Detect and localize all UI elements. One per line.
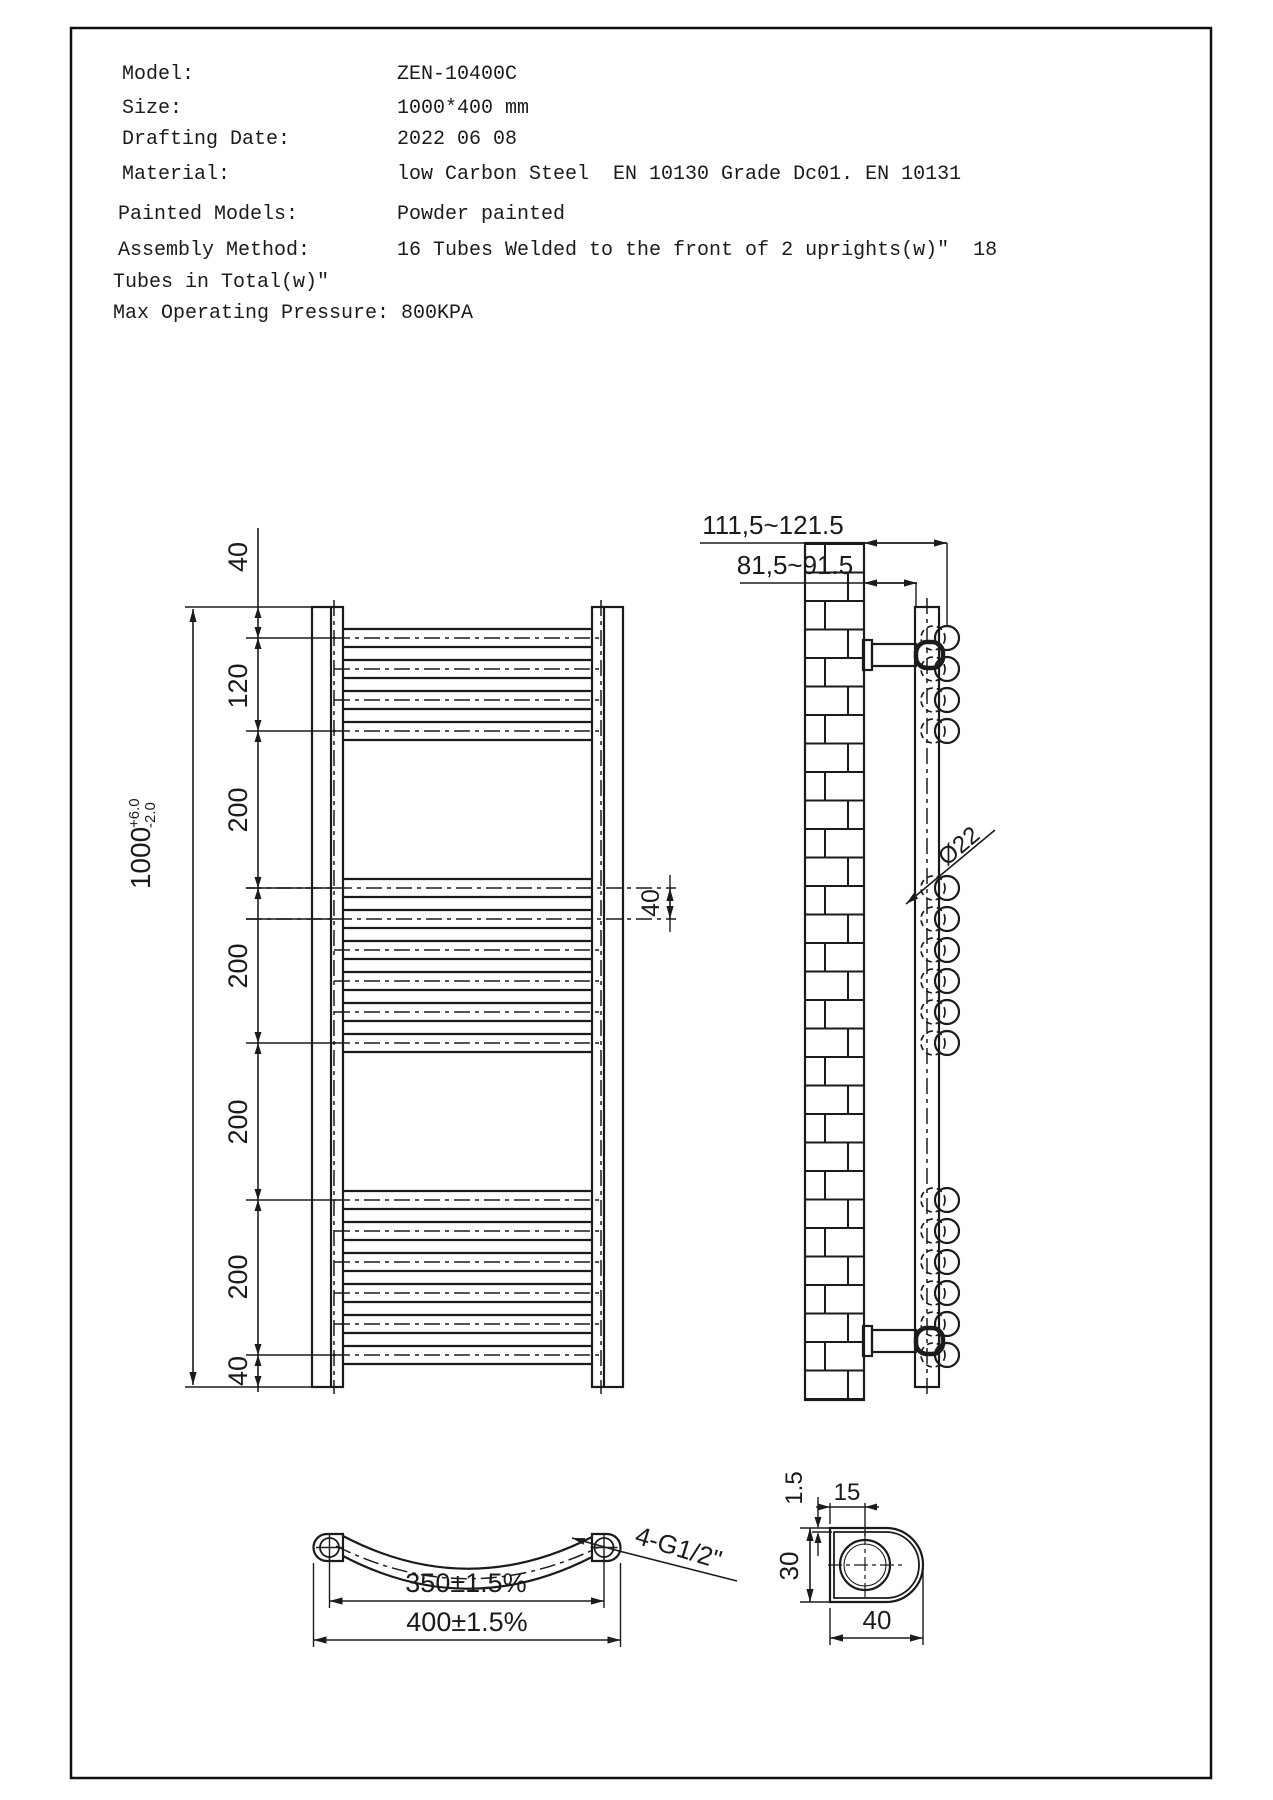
dim-overall-width: 400±1.5% bbox=[406, 1607, 528, 1637]
depth-extension-lines bbox=[800, 1528, 830, 1602]
dim-thread-size: 4-G1/2" bbox=[631, 1520, 726, 1575]
tube-centerlines-group-1 bbox=[334, 638, 601, 731]
dim-group3-span: 200 bbox=[223, 1254, 253, 1300]
profile-detail-view bbox=[774, 1471, 923, 1645]
dim-wall-to-bracket: 81,5~91.5 bbox=[736, 550, 854, 580]
dim-hole-offset: 15 bbox=[833, 1479, 861, 1506]
dim-wall-to-tube-face: 111,5~121.5 bbox=[702, 510, 844, 540]
date-label: Drafting Date: bbox=[122, 128, 291, 151]
top-wall-bracket bbox=[863, 640, 943, 670]
dim-profile-width: 40 bbox=[862, 1605, 892, 1635]
assembly-label: Assembly Method: bbox=[118, 239, 311, 262]
painted-label: Painted Models: bbox=[118, 203, 299, 226]
size-value: 1000*400 mm bbox=[397, 97, 530, 120]
dim-gap-2: 200 bbox=[223, 1099, 253, 1145]
overall-tol-plus: +6.0 bbox=[126, 798, 143, 828]
overall-tol-minus: -2.0 bbox=[142, 802, 159, 828]
model-label: Model: bbox=[122, 63, 195, 86]
wall-thickness-arrows bbox=[815, 1517, 822, 1543]
dim-tube-diameter: Ø22 bbox=[933, 821, 986, 872]
right-upright bbox=[592, 607, 623, 1387]
tube-centerlines-group-3 bbox=[334, 1200, 601, 1355]
curved-tube-outer-edge bbox=[343, 1536, 592, 1569]
dim-gap-1: 200 bbox=[223, 787, 253, 833]
material-label: Material: bbox=[122, 163, 231, 186]
pressure-line: Max Operating Pressure: 800KPA bbox=[113, 302, 474, 325]
size-label: Size: bbox=[122, 97, 183, 120]
material-value: low Carbon Steel EN 10130 Grade Dc01. EN 10131 bbox=[397, 163, 962, 186]
dim-top-margin: 40 bbox=[223, 541, 253, 573]
side-view bbox=[700, 510, 995, 1400]
tube-circles-hidden bbox=[921, 626, 945, 1367]
left-upright bbox=[312, 607, 343, 1387]
dim-hole-centers: 350±1.5% bbox=[405, 1568, 527, 1598]
chain-extension-lines bbox=[246, 638, 336, 1355]
dim-bottom-margin: 40 bbox=[223, 1355, 253, 1387]
tube-centerlines-group-2 bbox=[246, 888, 676, 1043]
tube-walls-group-2 bbox=[343, 879, 592, 1052]
overall-value: 1000 bbox=[125, 826, 156, 890]
overall-dim-label bbox=[125, 798, 159, 889]
assembly-value: 16 Tubes Welded to the front of 2 uprights(w)" 18 bbox=[397, 239, 998, 262]
bottom-wall-bracket bbox=[863, 1326, 943, 1356]
plan-view bbox=[314, 1520, 738, 1647]
top-bracket-arm bbox=[872, 644, 916, 666]
tube-walls-group-1 bbox=[343, 629, 592, 740]
dim-wall-thickness: 1.5 bbox=[781, 1471, 808, 1505]
dim-group1-span: 120 bbox=[223, 663, 253, 709]
bottom-bracket-arm bbox=[872, 1330, 916, 1352]
dim-group2-span: 200 bbox=[223, 943, 253, 989]
date-value: 2022 06 08 bbox=[397, 128, 518, 151]
dim-profile-depth: 30 bbox=[774, 1551, 804, 1581]
dim-tube-pitch: 40 bbox=[637, 889, 665, 917]
assembly-wrap-line: Tubes in Total(w)" bbox=[113, 271, 330, 294]
wall-bricks bbox=[805, 543, 864, 1400]
tube-walls-group-3 bbox=[343, 1191, 592, 1364]
painted-value: Powder painted bbox=[397, 203, 566, 226]
model-value: ZEN-10400C bbox=[397, 63, 518, 86]
front-view bbox=[125, 528, 676, 1394]
